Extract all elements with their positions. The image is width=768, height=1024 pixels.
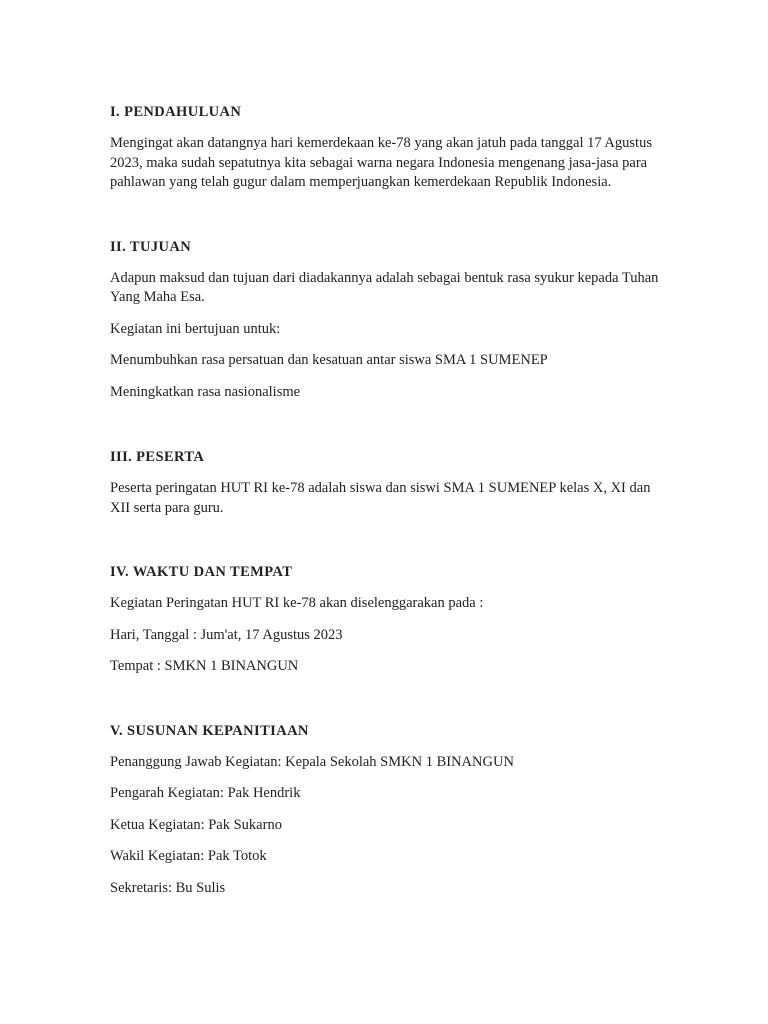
paragraph: Peserta peringatan HUT RI ke-78 adalah siswa dan siswi SMA 1 SUMENEP kelas X, XI dan XII serta para guru. [110,480,651,516]
section-heading: I. PENDAHULUAN [110,104,242,120]
paragraph: Wakil Kegiatan: Pak Totok [110,848,267,864]
paragraph: Tempat : SMKN 1 BINANGUN [110,658,299,674]
paragraph: Adapun maksud dan tujuan dari diadakannya adalah sebagai bentuk rasa syukur kepada Tuhan Yang Maha Esa. [110,269,659,305]
paragraph: Hari, Tanggal : Jum'at, 17 Agustus 2023 [110,626,343,643]
section-waktu-dan-tempat [110,564,670,677]
section-heading: V. SUSUNAN KEPANITIAAN [110,722,309,739]
paragraph: Meningkatkan rasa nasionalisme [110,383,301,400]
paragraph: Kegiatan ini bertujuan untuk: [110,320,281,337]
paragraph: Ketua Kegiatan: Pak Sukarno [110,816,282,833]
section-heading: II. TUJUAN [110,238,192,255]
section-peserta [110,449,670,518]
section-heading: III. PESERTA [110,449,205,465]
paragraph: Kegiatan Peringatan HUT RI ke-78 akan diselenggarakan pada : [110,595,484,611]
paragraph: Mengingat akan datangnya hari kemerdekaan ke-78 yang akan jatuh pada tanggal 17 Agustus 2023, maka sudah sepatutnya kita sebagai warna negara Indonesia mengenang jasa-jasa para pahlawan yang telah gugur dalam memperjuangkan kemerdekaan Republik Indonesia. [110,135,652,190]
document-page [110,104,670,910]
section-pendahuluan [110,104,670,193]
paragraph: Sekretaris: Bu Sulis [110,879,226,896]
section-heading: IV. WAKTU DAN TEMPAT [110,564,293,580]
paragraph: Penanggung Jawab Kegiatan: Kepala Sekolah SMKN 1 BINANGUN [110,753,514,770]
paragraph: Menumbuhkan rasa persatuan dan kesatuan antar siswa SMA 1 SUMENEP [110,352,548,368]
paragraph: Pengarah Kegiatan: Pak Hendrik [110,785,301,801]
section-susunan-kepanitiaan [110,723,670,899]
section-tujuan [110,239,670,403]
